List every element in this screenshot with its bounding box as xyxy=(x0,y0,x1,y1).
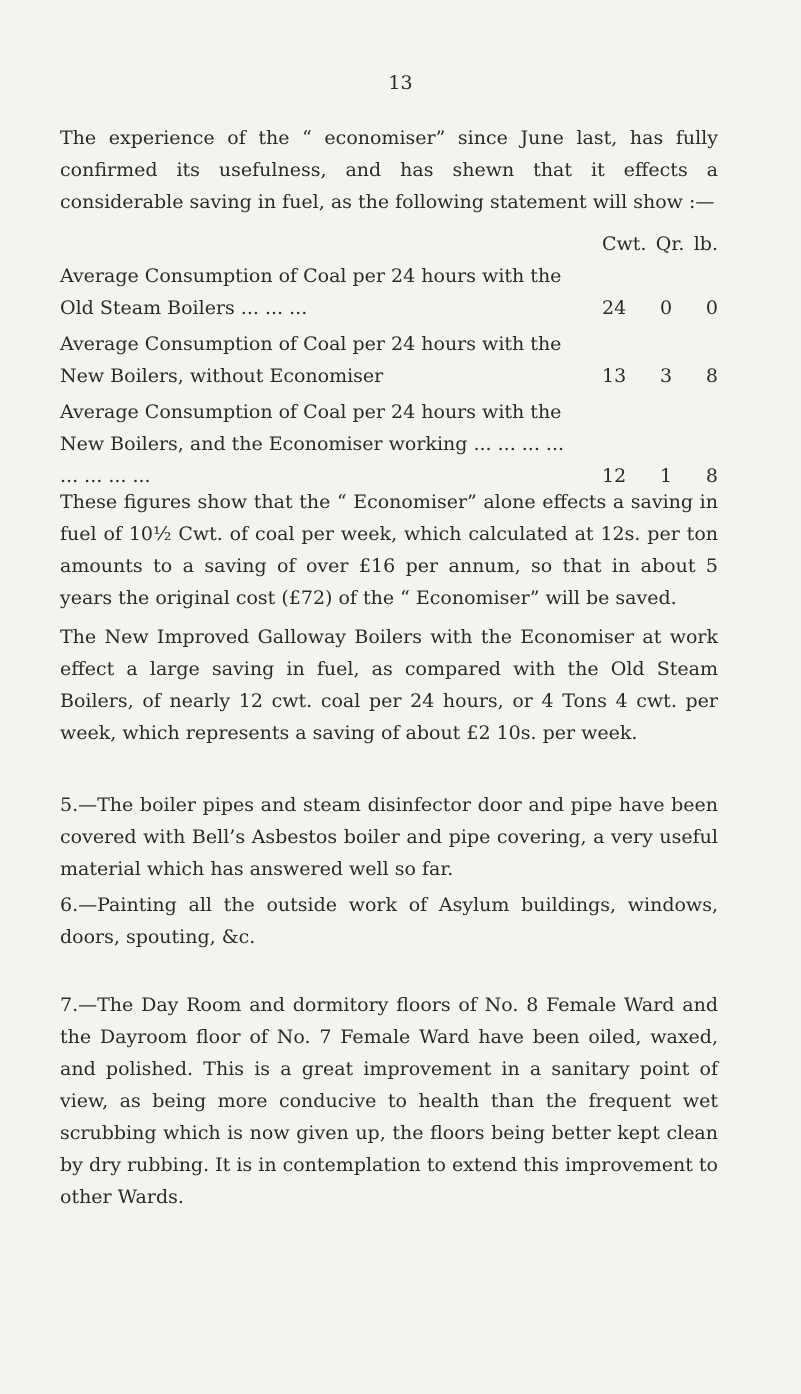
value-cwt: 24 xyxy=(602,297,627,319)
paragraph-item-5: 5.—The boiler pipes and steam disinfector door and pipe have been covered with Bell’s Asbestos boiler and pipe covering, a very useful material which has answered well so far. xyxy=(60,794,718,880)
header-cwt: Cwt. xyxy=(602,233,647,255)
row-description: Average Consumption of Coal per 24 hours with the Old Steam Boilers ... ... ... xyxy=(60,265,562,319)
paragraph-item-7: 7.—The Day Room and dormitory floors of No. 8 Female Ward and the Dayroom floor of No. 7 Female Ward have been oiled, waxed, and polished. This is a great improvement in a sanitary point of view, as being more conducive to health than the frequent wet scrubbing which is now given up, the floors being better kept clean by dry rubbing. It is in contemplation to extend this improvement to other Wards. xyxy=(60,994,718,1208)
row-values xyxy=(602,292,718,324)
value-lb: 8 xyxy=(705,365,718,387)
value-cwt: 13 xyxy=(602,365,627,387)
paragraph-economiser-intro: The experience of the “ economiser” since June last, has fully confirmed its usefulness, and has shewn that it effects a considerable saving in fuel, as the following statement will show :— xyxy=(60,127,718,213)
value-qr: 3 xyxy=(660,365,673,387)
table-header xyxy=(602,228,718,260)
header-lb: lb. xyxy=(693,233,718,255)
paragraph-item-6: 6.—Painting all the outside work of Asylum buildings, windows, doors, spouting, &c. xyxy=(60,894,718,948)
page-number: 13 xyxy=(388,72,413,94)
paragraph-economiser-savings: These figures show that the “ Economiser” alone effects a saving in fuel of 10½ Cwt. of coal per week, which calculated at 12s. per ton amounts to a saving of over £16 per annum, so that in about 5 years the original cost (£72) of the “ Economiser” will be saved. xyxy=(60,491,718,609)
row-description: Average Consumption of Coal per 24 hours with the New Boilers, and the Economiser working ... ... ... ... ... ... ... ... xyxy=(60,401,565,487)
value-lb: 0 xyxy=(705,297,718,319)
header-qr: Qr. xyxy=(655,233,685,255)
row-values xyxy=(602,360,718,392)
value-qr: 1 xyxy=(660,465,673,487)
value-qr: 0 xyxy=(660,297,673,319)
paragraph-galloway-boilers: The New Improved Galloway Boilers with the Economiser at work effect a large saving in fuel, as compared with the Old Steam Boilers, of nearly 12 cwt. coal per 24 hours, or 4 Tons 4 cwt. per week, which represents a saving of about £2 10s. per week. xyxy=(60,626,718,744)
row-description: Average Consumption of Coal per 24 hours with the New Boilers, without Economiser xyxy=(60,333,562,387)
value-cwt: 12 xyxy=(602,465,627,487)
value-lb: 8 xyxy=(705,465,718,487)
